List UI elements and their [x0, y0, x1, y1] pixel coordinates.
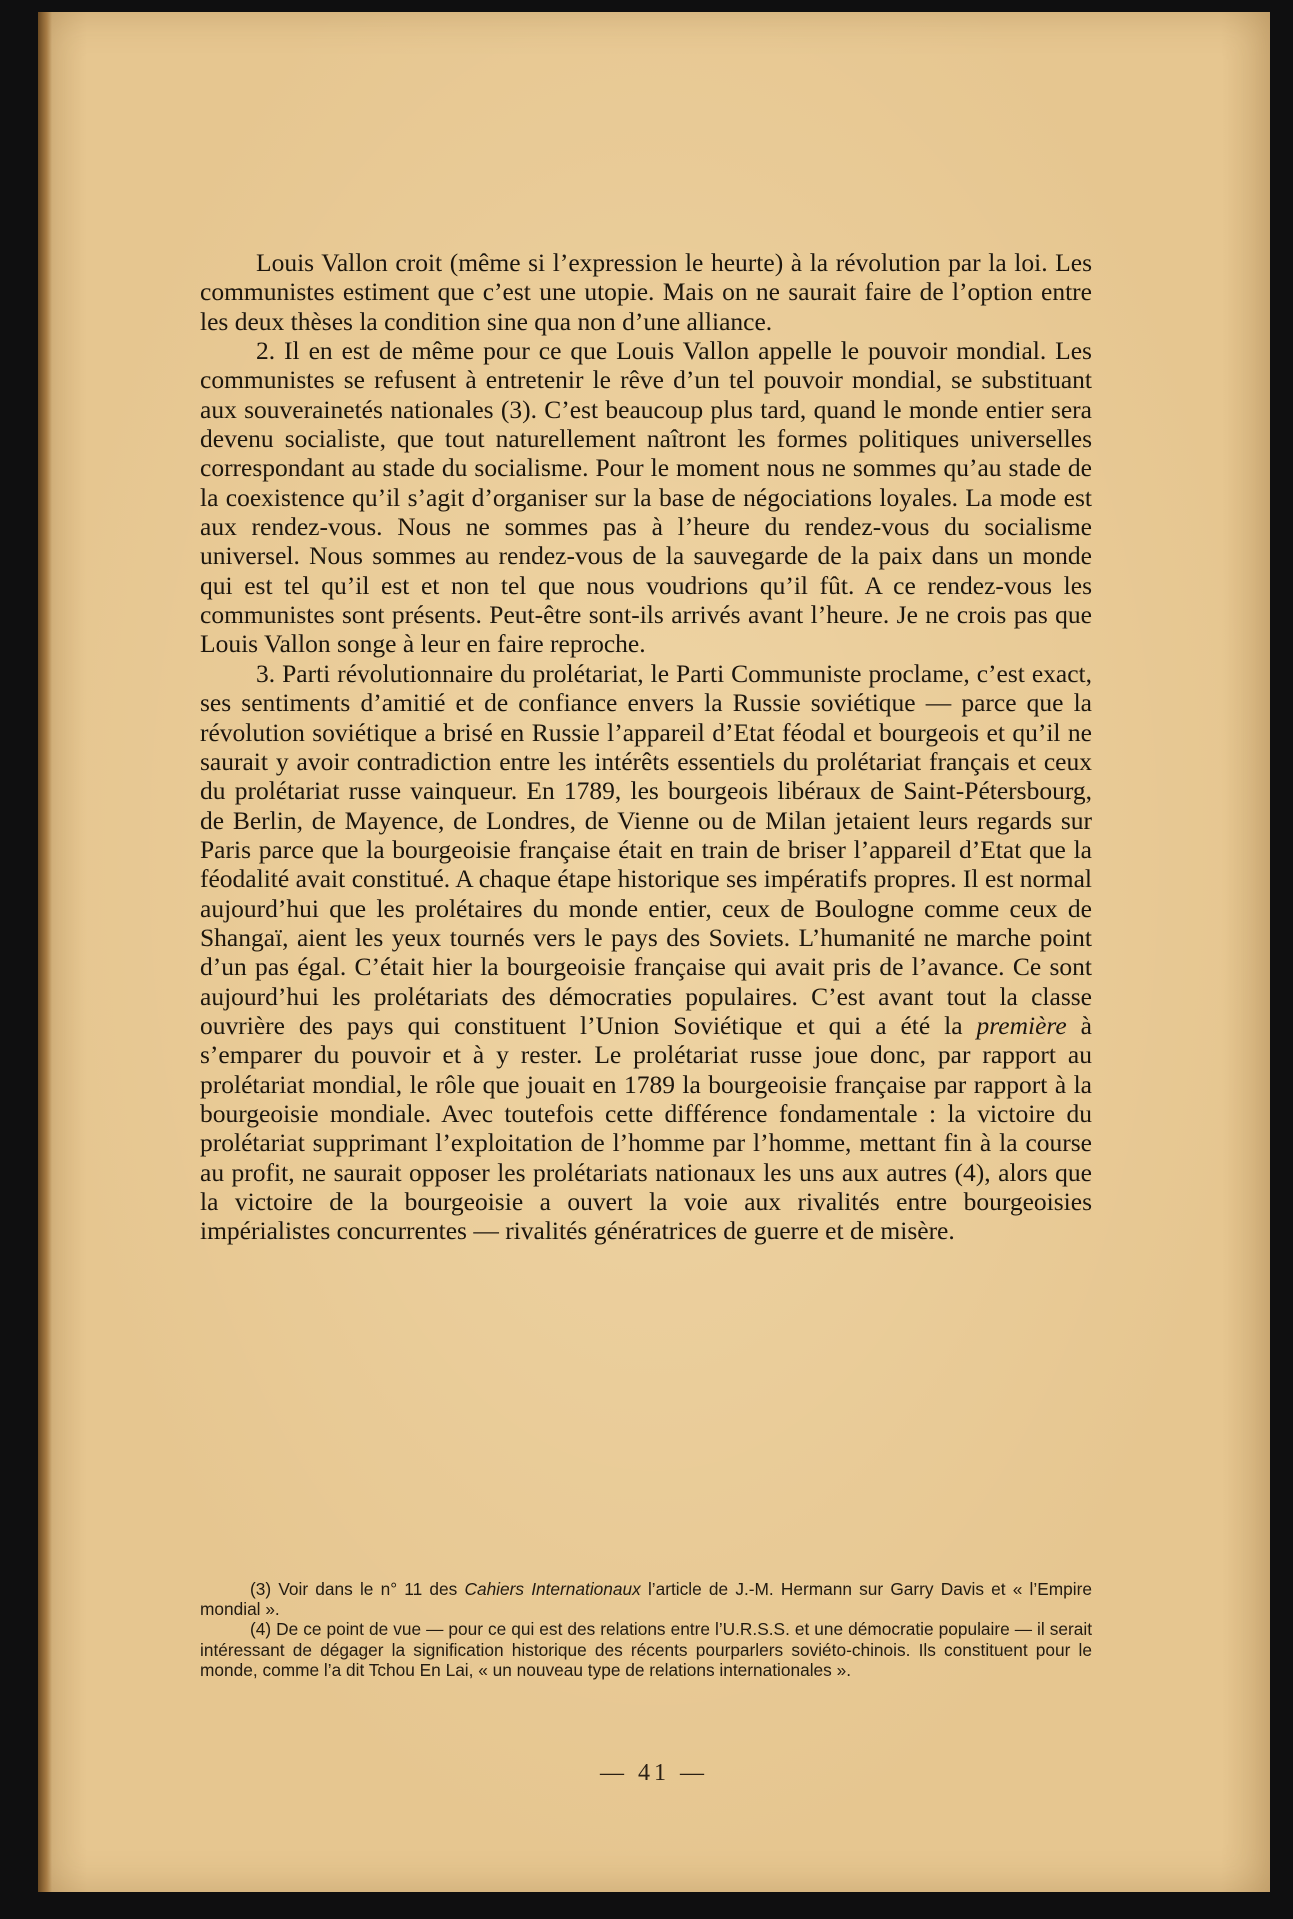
paragraph-3-italic: première — [976, 1010, 1067, 1040]
page-number: — 41 — — [600, 1760, 708, 1786]
footnote-3 — [200, 1579, 1092, 1619]
paragraph-2 — [200, 336, 1092, 659]
footnote-3-italic: Cahiers Internationaux — [464, 1579, 641, 1599]
paragraph-1-text: Louis Vallon croit (même si l’expression le heurte) à la révolution par la loi. Les communistes estiment que c’est une utopie. Mais on ne saurait faire de l’option entre les deux thèses la condition sine qua non d’une alliance. — [200, 248, 1092, 336]
footnote-3-text-start: Voir dans le n° 11 des — [271, 1579, 465, 1599]
paragraph-3 — [200, 659, 1092, 1246]
footnote-3-number: (3) — [250, 1579, 272, 1599]
paragraph-3-text-start: 3. Parti révolutionnaire du prolétariat, le Parti Communiste proclame, c’est exact, ses sentiments d’amitié et de confiance envers la Russie soviétique — parce que la révolution soviétique a brisé en Russie l’appareil d’Etat féodal et bourgeois et qu’il ne saurait y avoir contradiction entre les intérêts essentiels du prolétariat français et ceux du prolétariat russe vainqueur. En 1789, les bourgeois libéraux de Saint-Pétersbourg, de Berlin, de Mayence, de Londres, de Vienne ou de Milan jetaient leurs regards sur Paris parce que la bourgeoisie française était en train de briser l’appareil d’Etat que la féodalité avait constitué. A chaque étape historique ses impératifs propres. Il est normal aujourd’hui que les prolétaires du monde entier, ceux de Boulogne comme ceux de Shangaï, aient les yeux tournés vers le pays des Soviets. L’humanité ne marche point d’un pas égal. C’était hier la bourgeoisie française qui avait pris de l’avance. Ce sont aujourd’hui les prolétariats des démocraties populaires. C’est avant tout la classe ouvrière des pays qui constituent l’Union Soviétique et qui a été la — [200, 658, 1092, 1040]
footnote-4-number: (4) — [250, 1619, 272, 1640]
footnote-4 — [200, 1619, 1092, 1680]
body-text — [200, 248, 1092, 1246]
book-page — [38, 12, 1270, 1892]
paragraph-1 — [200, 248, 1092, 336]
footnote-4-text: De ce point de vue — pour ce qui est des relations entre l’U.R.S.S. et une démocratie populaire — il serait intéressant de dégager la signification historique des récents pourparlers soviéto-chinois. Ils constituent pour le monde, comme l’a dit Tchou En Lai, « un nouveau type de relations internationales ». — [200, 1619, 1092, 1680]
footnote-3-text-end: l’article de J.-M. Hermann sur Garry Davis et « l’Empire mondial ». — [200, 1579, 1092, 1620]
paragraph-2-text: 2. Il en est de même pour ce que Louis Vallon appelle le pouvoir mondial. Les communistes se refusent à entretenir le rêve d’un tel pouvoir mondial, se substituant aux souverainetés nationales (3). C’est beaucoup plus tard, quand le monde entier sera devenu socialiste, que tout naturellement naîtront les formes politiques universelles correspondant au stade du socialisme. Pour le moment nous ne sommes qu’au stade de la coexistence qu’il s’agit d’organiser sur la base de négociations loyales. La mode est aux rendez-vous. Nous ne sommes pas à l’heure du rendez-vous du socialisme universel. Nous sommes au rendez-vous de la sauvegarde de la paix dans un monde qui est tel qu’il est et non tel que nous voudrions qu’il fût. A ce rendez-vous les communistes sont présents. Peut-être sont-ils arrivés avant l’heure. Je ne crois pas que Louis Vallon songe à leur en faire reproche. — [200, 336, 1092, 659]
paragraph-3-text-end: à s’emparer du pouvoir et à y rester. Le prolétariat russe joue donc, par rapport au prolétariat mondial, le rôle que jouait en 1789 la bourgeoisie française par rapport à la bourgeoisie mondiale. Avec toutefois cette différence fondamentale : la victoire du prolétariat supprimant l’exploitation de l’homme par l’homme, mettant fin à la course au profit, ne saurait opposer les prolétariats nationaux les uns aux autres (4), alors que la victoire de la bourgeoisie a ouvert la voie aux rivalités entre bourgeoisies impérialistes concurrentes — rivalités génératrices de guerre et de misère. — [200, 1010, 1092, 1246]
footnotes — [200, 1579, 1092, 1680]
page-gutter — [38, 12, 52, 1892]
